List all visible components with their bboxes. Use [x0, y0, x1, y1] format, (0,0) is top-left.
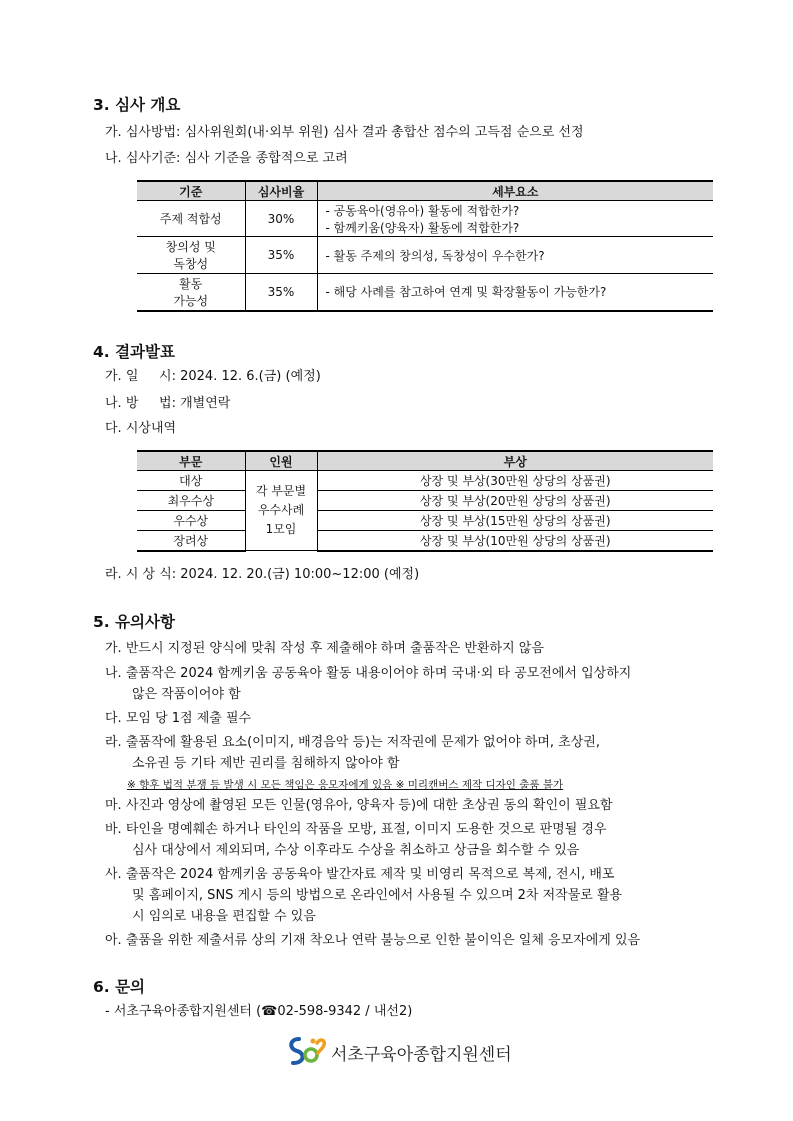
s5-note: ※ 향후 법적 분쟁 등 발생 시 모든 책임은 응모자에게 있음 ※ 미리캔버스 제작 디자인 출품 불가 [127, 779, 564, 791]
detail-line: - 공동육아(영유아) 활동에 적합한가? [325, 203, 520, 218]
table-cell [317, 201, 713, 237]
table-cell: 우수상 [137, 511, 245, 531]
table-row [137, 237, 713, 274]
s4-method: 나. 방 법: 개별연락 [105, 396, 231, 411]
criteria-table [137, 180, 713, 312]
detail-line: - 함께키움(양육자) 활동에 적합한가? [325, 220, 520, 235]
s5-item-a: 아. 출품을 위한 제출서류 상의 기재 착오나 연락 불능으로 인한 불이익은 일체 응모자에게 있음 [105, 933, 641, 948]
contact-line: - 서초구육아종합지원센터 (☎02-598-9342 / 내선2) [105, 1004, 413, 1019]
table-row [137, 491, 713, 511]
table-header: 인원 [245, 451, 317, 471]
section-3-title: 3. 심사 개요 [93, 96, 181, 114]
logo-text: 서초구육아종합지원센터 [331, 1045, 512, 1065]
s5-item-na-cont: 않은 작품이어야 함 [132, 687, 241, 702]
table-cell: - 활동 주제의 창의성, 독창성이 우수한가? [317, 237, 713, 274]
table-header-row [137, 181, 713, 201]
table-cell: 상장 및 부상(10만원 상당의 상품권) [317, 531, 713, 551]
s5-item-ra-cont: 소유권 등 기타 제반 권리를 침해하지 않아야 함 [132, 756, 400, 771]
s3-criteria: 나. 심사기준: 심사 기준을 종합적으로 고려 [105, 151, 348, 166]
s5-item-ga: 가. 반드시 지정된 양식에 맞춰 작성 후 제출해야 하며 출품작은 반환하지 않음 [105, 641, 544, 656]
table-cell: - 해당 사례를 참고하여 연계 및 확장활동이 가능한가? [317, 274, 713, 311]
table-header: 세부요소 [317, 181, 713, 201]
table-row [137, 471, 713, 491]
s4-date: 가. 일 시: 2024. 12. 6.(금) (예정) [105, 369, 321, 384]
section-5-title: 5. 유의사항 [93, 613, 175, 631]
seocho-childcare-center-logo-icon [285, 1035, 329, 1069]
cell-line: 가능성 [173, 293, 209, 308]
table-header-row [137, 451, 713, 471]
table-header: 부문 [137, 451, 245, 471]
merged-cell [245, 471, 317, 551]
table-cell: 장려상 [137, 531, 245, 551]
s4-awards-label: 다. 시상내역 [105, 421, 177, 436]
s5-item-sa: 사. 출품작은 2024 함께키움 공동육아 발간자료 제작 및 비영리 목적으로 복제, 전시, 배포 [105, 867, 615, 882]
section-4-title: 4. 결과발표 [93, 343, 175, 361]
cell-line: 활동 [179, 276, 203, 291]
s5-item-ba-cont: 심사 대상에서 제외되며, 수상 이후라도 수상을 취소하고 상금을 회수할 수 있음 [132, 843, 580, 858]
table-cell: 상장 및 부상(20만원 상당의 상품권) [317, 491, 713, 511]
table-cell [137, 274, 245, 311]
footer-logo [285, 1035, 525, 1069]
section-6-title: 6. 문의 [93, 978, 146, 996]
s5-item-ba: 바. 타인을 명예훼손 하거나 타인의 작품을 모방, 표절, 이미지 도용한 것으로 판명될 경우 [105, 822, 607, 837]
table-cell [137, 237, 245, 274]
s5-item-ma: 마. 사진과 영상에 촬영된 모든 인물(영유아, 양육자 등)에 대한 초상권 동의 확인이 필요함 [105, 798, 613, 813]
table-cell: 35% [245, 237, 317, 274]
cell-line: 1모임 [265, 522, 297, 536]
s3-method: 가. 심사방법: 심사위원회(내·외부 위원) 심사 결과 총합산 점수의 고득점 순으로 선정 [105, 125, 584, 140]
cell-line: 독창성 [173, 257, 209, 271]
table-header: 심사비율 [245, 181, 317, 201]
table-cell: 주제 적합성 [137, 201, 245, 237]
cell-line: 우수사례 [257, 503, 305, 517]
table-cell: 상장 및 부상(15만원 상당의 상품권) [317, 511, 713, 531]
table-cell: 대상 [137, 471, 245, 491]
table-cell: 30% [245, 201, 317, 237]
s5-item-ra: 라. 출품작에 활용된 요소(이미지, 배경음악 등)는 저작권에 문제가 없어야 하며, 초상권, [105, 735, 600, 750]
cell-line: 창의성 및 [165, 240, 216, 254]
table-row [137, 274, 713, 311]
cell-line: 각 부문별 [255, 484, 307, 498]
s5-item-da: 다. 모임 당 1점 제출 필수 [105, 711, 252, 726]
table-header: 부상 [317, 451, 713, 471]
s4-ceremony: 라. 시 상 식: 2024. 12. 20.(금) 10:00~12:00 (예정) [105, 567, 420, 582]
table-cell: 35% [245, 274, 317, 311]
table-header: 기준 [137, 181, 245, 201]
s5-item-sa-cont2: 시 임의로 내용을 편집할 수 있음 [132, 909, 316, 924]
table-row [137, 201, 713, 237]
awards-table [137, 450, 713, 552]
table-row [137, 531, 713, 551]
s5-item-sa-cont: 및 홈페이지, SNS 게시 등의 방법으로 온라인에서 사용될 수 있으며 2차 저작물로 활용 [132, 888, 623, 903]
table-cell: 최우수상 [137, 491, 245, 511]
table-row [137, 511, 713, 531]
table-cell: 상장 및 부상(30만원 상당의 상품권) [317, 471, 713, 491]
s5-item-na: 나. 출품작은 2024 함께키움 공동육아 활동 내용이어야 하며 국내·외 타 공모전에서 입상하지 [105, 666, 632, 681]
